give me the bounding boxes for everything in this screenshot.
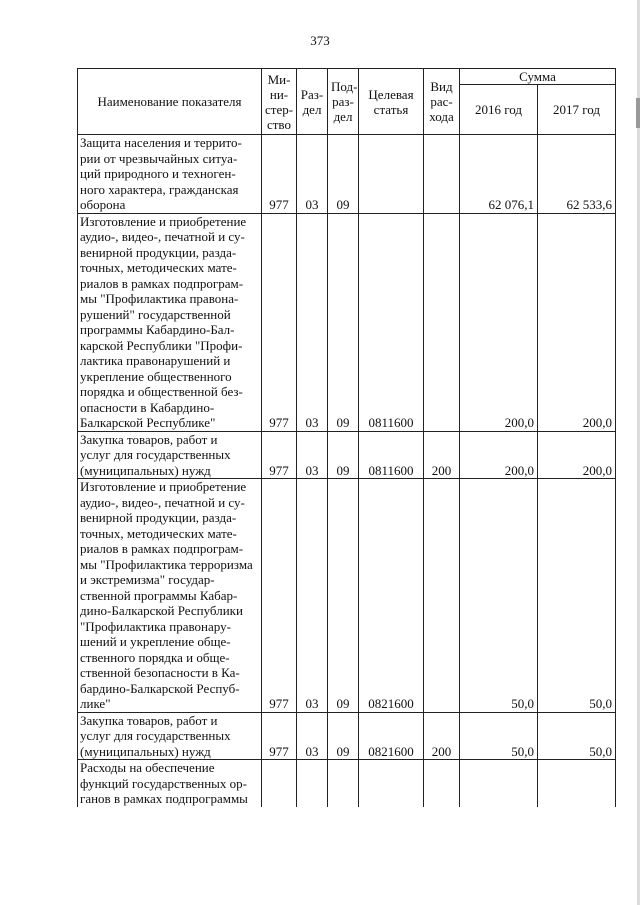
header-ministry: Ми- ни- стер- ство <box>262 69 297 135</box>
cell-sum-2017: 50,0 <box>538 479 616 713</box>
table-row <box>78 479 616 713</box>
scan-edge-mark <box>636 98 640 128</box>
table-body <box>78 135 616 807</box>
cell-sum-2016: 50,0 <box>460 712 538 760</box>
cell-subsection: 09 <box>328 431 359 479</box>
cell-sum-2016: 200,0 <box>460 213 538 431</box>
cell-section: 03 <box>297 712 328 760</box>
cell-subsection: 09 <box>328 479 359 713</box>
header-name: Наименование показателя <box>78 69 262 135</box>
cell-subsection: 09 <box>328 213 359 431</box>
cell-sum-2016: 62 076,1 <box>460 135 538 214</box>
cell-sum-2016 <box>460 760 538 807</box>
cell-sum-2017: 200,0 <box>538 431 616 479</box>
cell-target-article: 0821600 <box>359 712 424 760</box>
cell-ministry: 977 <box>262 213 297 431</box>
table-row <box>78 760 616 807</box>
header-sum: Сумма <box>460 69 616 85</box>
cell-expense-type: 200 <box>424 712 460 760</box>
cell-sum-2017: 50,0 <box>538 712 616 760</box>
cell-name: Защита населения и террито- рии от чрезвычайных ситуа- ций природного и техноген- ного характера, гражданская оборона <box>78 135 262 214</box>
cell-expense-type <box>424 760 460 807</box>
table-row <box>78 431 616 479</box>
cell-ministry: 977 <box>262 479 297 713</box>
cell-ministry <box>262 760 297 807</box>
cell-name: Изготовление и приобретение аудио-, видео-, печатной и су- венирной продукции, разда- точных, методических мате- риалов в рамках подпрограм- мы "Профилактика терроризма и экстремизма" государ- ственной программы Кабар- дино-Балкарской Республики "Профилактика правонару- шений и укрепление обще- ственного порядка и обще- ственной безопасности в Ка- бардино-Балкарской Респуб- лике" <box>78 479 262 713</box>
cell-section <box>297 760 328 807</box>
table-header <box>78 69 616 135</box>
budget-table <box>77 68 616 807</box>
cell-subsection <box>328 760 359 807</box>
cell-ministry: 977 <box>262 712 297 760</box>
cell-sum-2017 <box>538 760 616 807</box>
cell-section: 03 <box>297 479 328 713</box>
cell-expense-type: 200 <box>424 431 460 479</box>
cell-target-article: 0811600 <box>359 431 424 479</box>
header-year-2017: 2017 год <box>538 85 616 135</box>
cell-name: Закупка товаров, работ и услуг для государственных (муниципальных) нужд <box>78 712 262 760</box>
cell-sum-2017: 200,0 <box>538 213 616 431</box>
cell-expense-type <box>424 213 460 431</box>
table-row <box>78 712 616 760</box>
header-target-article: Целевая статья <box>359 69 424 135</box>
cell-expense-type <box>424 479 460 713</box>
header-subsection: Под- раз- дел <box>328 69 359 135</box>
cell-ministry: 977 <box>262 431 297 479</box>
cell-name: Закупка товаров, работ и услуг для государственных (муниципальных) нужд <box>78 431 262 479</box>
table-row <box>78 213 616 431</box>
cell-section: 03 <box>297 135 328 214</box>
header-section: Раз- дел <box>297 69 328 135</box>
cell-sum-2016: 200,0 <box>460 431 538 479</box>
cell-section: 03 <box>297 213 328 431</box>
cell-subsection: 09 <box>328 135 359 214</box>
cell-subsection: 09 <box>328 712 359 760</box>
cell-target-article: 0821600 <box>359 479 424 713</box>
cell-section: 03 <box>297 431 328 479</box>
header-expense-type: Вид рас- хода <box>424 69 460 135</box>
cell-sum-2016: 50,0 <box>460 479 538 713</box>
cell-ministry: 977 <box>262 135 297 214</box>
cell-name: Изготовление и приобретение аудио-, видео-, печатной и су- венирной продукции, разда- точных, методических мате- риалов в рамках подпрограм- мы "Профилактика правона- рушений" государственной программы Кабардино-Бал- карской Республики "Профи- лактика правонарушений и укрепление общественного порядка и общественной без- опасности в Кабардино- Балкарской Республике" <box>78 213 262 431</box>
cell-target-article: 0811600 <box>359 213 424 431</box>
cell-expense-type <box>424 135 460 214</box>
cell-sum-2017: 62 533,6 <box>538 135 616 214</box>
table-row <box>78 135 616 214</box>
page-number: 373 <box>310 33 330 48</box>
cell-target-article <box>359 135 424 214</box>
cell-target-article <box>359 760 424 807</box>
cell-name: Расходы на обеспечение функций государственных ор- ганов в рамках подпрограммы <box>78 760 262 807</box>
header-year-2016: 2016 год <box>460 85 538 135</box>
